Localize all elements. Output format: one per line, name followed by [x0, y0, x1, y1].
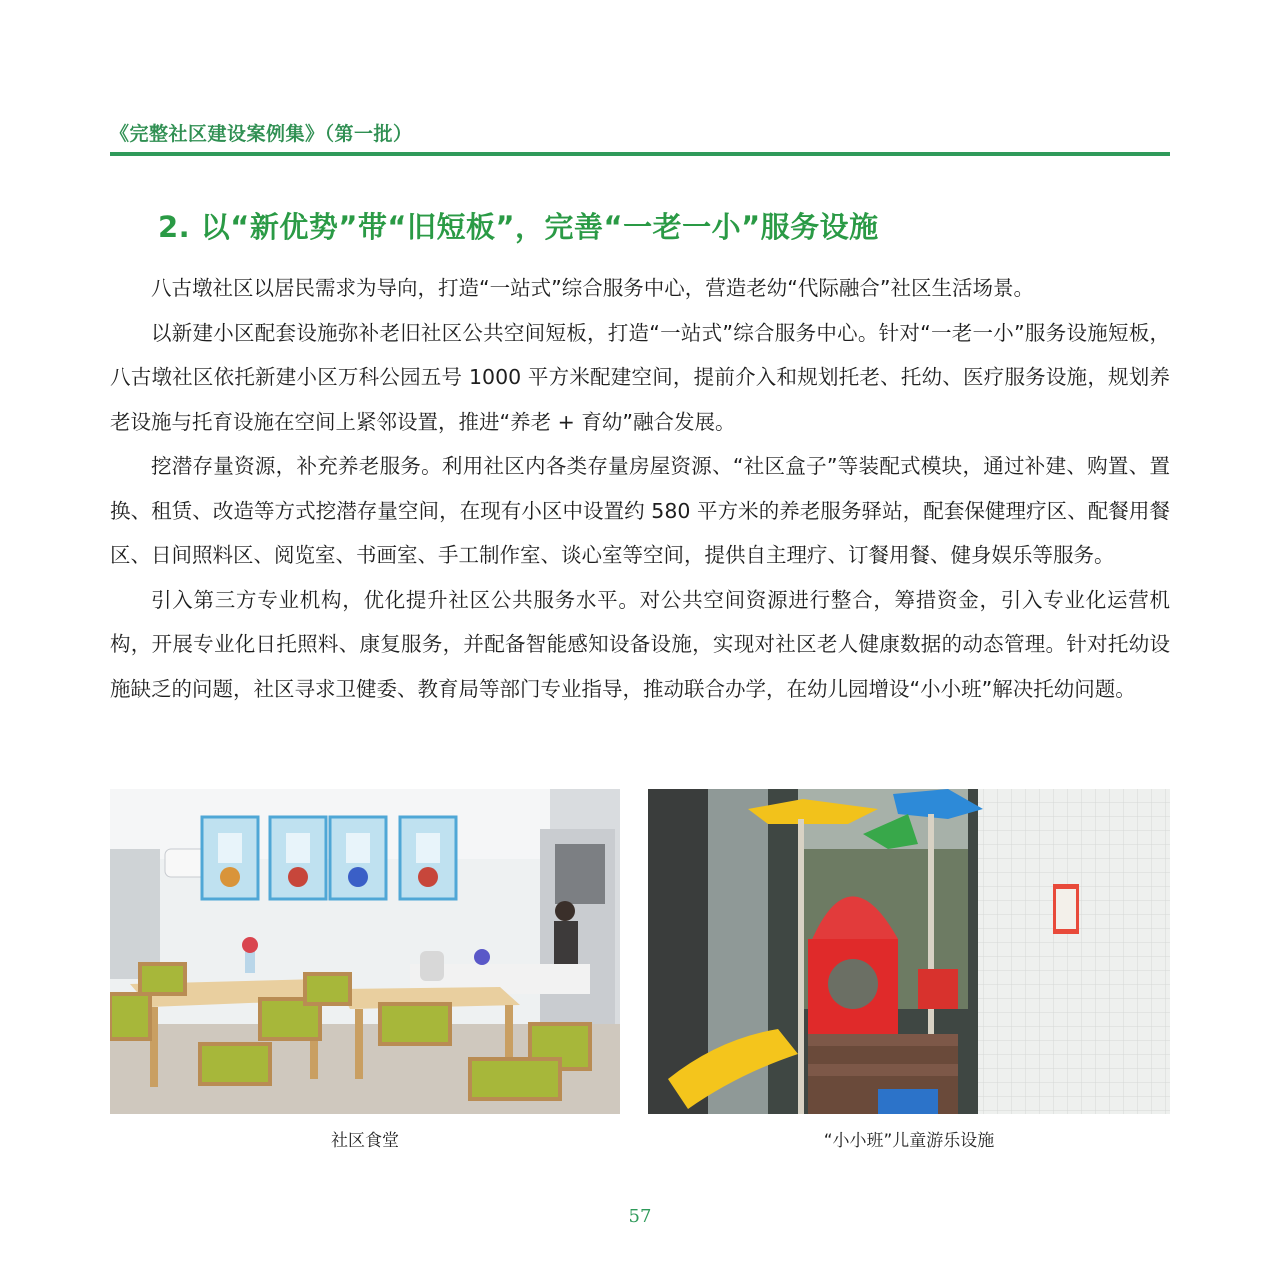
figure-caption-canteen: 社区食堂: [331, 1131, 399, 1151]
paragraph-existing-resources: 挖潜存量资源，补充养老服务。利用社区内各类存量房屋资源、“社区盒子”等装配式模块，通过补建、购置、置换、租赁、改造等方式挖潜存量空间，在现有小区中设置约 580 平方米的养老服务驿站，配套保健理疗区、配餐用餐区、日间照料区、阅览室、书画室、手工制作室、谈心室等空间，提供自主理疗、订餐用餐、健身娱乐等服务。: [110, 454, 1170, 567]
page-number: 57: [628, 1206, 652, 1227]
section-heading: 2. 以“新优势”带“旧短板”，完善“一老一小”服务设施: [158, 210, 879, 244]
document-header-title: 《完整社区建设案例集》（第一批）: [110, 123, 413, 145]
community-canteen-photo: [110, 789, 620, 1114]
children-playground-photo: [648, 789, 1170, 1114]
paragraph-intro: 八古墩社区以居民需求为导向，打造“一站式”综合服务中心，营造老幼“代际融合”社区生活场景。: [151, 276, 1034, 300]
body-text: [110, 266, 1170, 711]
paragraph-third-party: 引入第三方专业机构，优化提升社区公共服务水平。对公共空间资源进行整合，筹措资金，引入专业化运营机构，开展专业化日托照料、康复服务，并配备智能感知设备设施，实现对社区老人健康数据的动态管理。针对托幼设施缺乏的问题，社区寻求卫健委、教育局等部门专业指导，推动联合办学，在幼儿园增设“小小班”解决托幼问题。: [110, 587, 1170, 701]
header-divider: [110, 152, 1170, 156]
figure-caption-playground: “小小班”儿童游乐设施: [823, 1131, 995, 1151]
paragraph-one-stop-center: 以新建小区配套设施弥补老旧社区公共空间短板，打造“一站式”综合服务中心。针对“一老一小”服务设施短板，八古墩社区依托新建小区万科公园五号 1000 平方米配建空间，提前介入和规划托老、托幼、医疗服务设施，规划养老设施与托育设施在空间上紧邻设置，推进“养老 + 育幼”融合发展。: [110, 320, 1170, 434]
